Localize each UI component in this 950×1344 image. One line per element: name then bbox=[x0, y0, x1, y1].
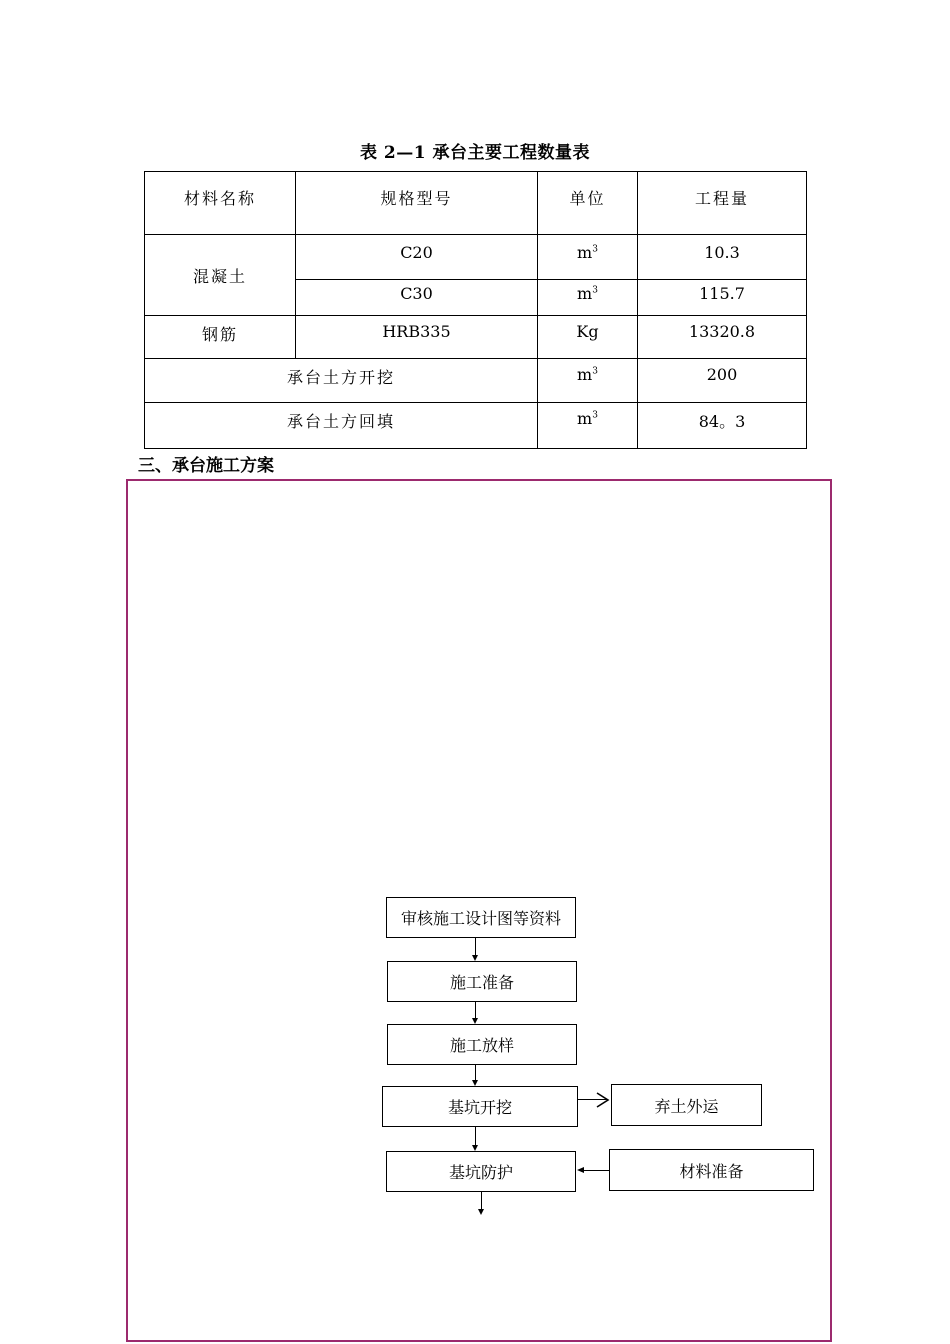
table-row bbox=[145, 316, 807, 359]
unit-base: m bbox=[577, 409, 593, 428]
connector-line bbox=[475, 1002, 476, 1019]
cell-quantity: 84。3 bbox=[638, 403, 807, 449]
unit-sup: 3 bbox=[592, 366, 598, 377]
connector-line bbox=[475, 938, 476, 956]
cell-spec: C30 bbox=[296, 280, 538, 316]
cell-quantity: 115.7 bbox=[638, 280, 807, 316]
unit-base: m bbox=[577, 243, 593, 262]
flow-step-layout: 施工放样 bbox=[387, 1024, 577, 1065]
cell-unit bbox=[538, 316, 638, 359]
unit-sup: 3 bbox=[592, 410, 598, 421]
cell-quantity: 200 bbox=[638, 359, 807, 403]
table-row bbox=[145, 235, 807, 280]
table-header-row bbox=[145, 172, 807, 235]
connector-line bbox=[475, 1065, 476, 1080]
cell-unit bbox=[538, 280, 638, 316]
arrow-left-icon bbox=[577, 1167, 584, 1173]
cell-quantity: 13320.8 bbox=[638, 316, 807, 359]
arrow-down-icon bbox=[478, 1209, 484, 1215]
flow-step-excavation: 基坑开挖 bbox=[382, 1086, 578, 1127]
cell-material: 钢筋 bbox=[145, 316, 296, 359]
table-row bbox=[145, 359, 807, 403]
arrow-right-icon bbox=[596, 1092, 610, 1108]
connector-line bbox=[475, 1127, 476, 1145]
header-material: 材料名称 bbox=[145, 172, 296, 235]
unit-sup: 3 bbox=[592, 244, 598, 255]
side-box-spoil: 弃土外运 bbox=[611, 1084, 762, 1126]
cell-spec: C20 bbox=[296, 235, 538, 280]
flow-step-protection: 基坑防护 bbox=[386, 1151, 576, 1192]
unit-sup: 3 bbox=[592, 285, 598, 296]
cell-quantity: 10.3 bbox=[638, 235, 807, 280]
table-row bbox=[145, 403, 807, 449]
cell-unit bbox=[538, 359, 638, 403]
unit-base: m bbox=[577, 284, 593, 303]
side-box-materials: 材料准备 bbox=[609, 1149, 814, 1191]
cell-material: 承台土方回填 bbox=[145, 403, 538, 449]
cell-unit bbox=[538, 235, 638, 280]
connector-line bbox=[481, 1192, 482, 1210]
cell-unit bbox=[538, 403, 638, 449]
header-unit: 单位 bbox=[538, 172, 638, 235]
cell-material: 混凝土 bbox=[145, 235, 296, 316]
flow-step-prepare: 施工准备 bbox=[387, 961, 577, 1002]
section-heading: 三、承台施工方案 bbox=[138, 456, 274, 476]
table-title: 表 2—1 承台主要工程数量表 bbox=[360, 143, 590, 163]
cell-spec: HRB335 bbox=[296, 316, 538, 359]
flow-step-review: 审核施工设计图等资料 bbox=[386, 897, 576, 938]
header-spec: 规格型号 bbox=[296, 172, 538, 235]
quantity-table bbox=[144, 171, 807, 449]
header-quantity: 工程量 bbox=[638, 172, 807, 235]
cell-material: 承台土方开挖 bbox=[145, 359, 538, 403]
unit-base: m bbox=[577, 365, 593, 384]
unit-base: Kg bbox=[576, 322, 599, 341]
connector-line bbox=[583, 1170, 609, 1171]
